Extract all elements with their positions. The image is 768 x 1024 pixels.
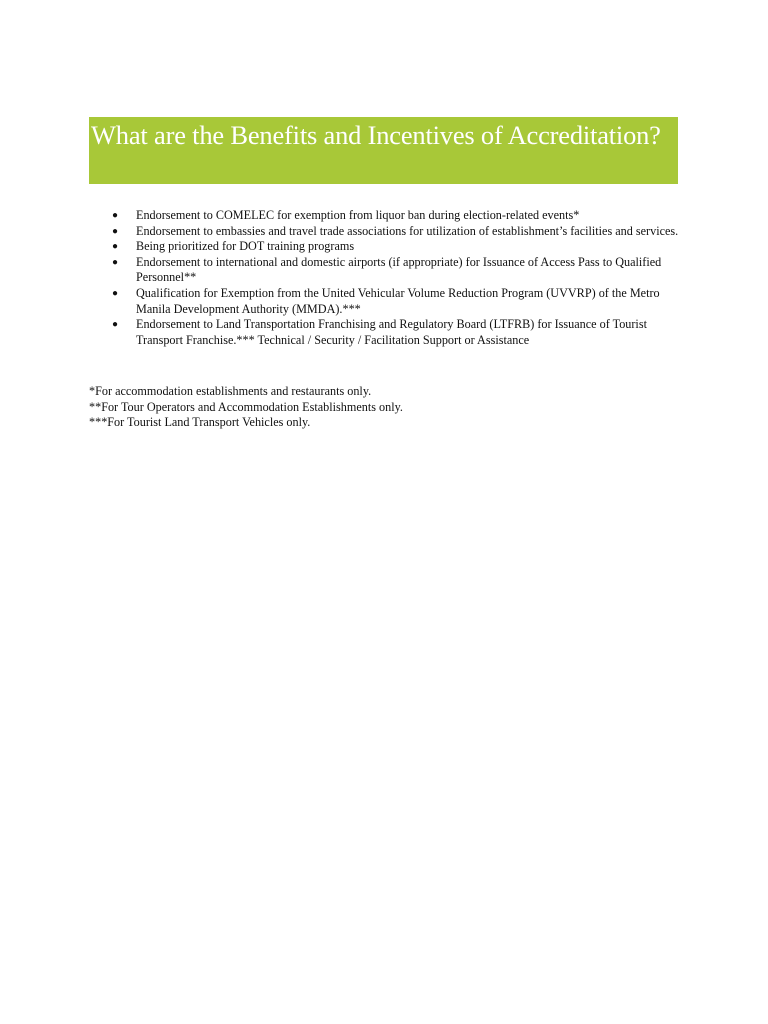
list-item — [110, 208, 680, 224]
list-item-text: Endorsement to embassies and travel trade associations for utilization of establishment’s facilities and services. — [136, 223, 679, 238]
footnotes — [89, 384, 679, 431]
list-item-text: Qualification for Exemption from the United Vehicular Volume Reduction Program (UVVRP) of the Metro Manila Development Authority (MMDA).*** — [136, 285, 660, 316]
benefits-list — [110, 208, 680, 348]
list-item-text: Endorsement to international and domestic airports (if appropriate) for Issuance of Access Pass to Qualified Personnel** — [136, 254, 662, 285]
footnote: ***For Tourist Land Transport Vehicles only. — [89, 415, 311, 430]
footnote: *For accommodation establishments and restaurants only. — [89, 384, 372, 398]
list-item — [110, 224, 680, 240]
list-item — [110, 317, 680, 348]
heading-banner — [89, 117, 678, 184]
bullet-dot-icon: ● — [112, 256, 119, 268]
list-item — [110, 255, 680, 286]
list-item-text: Endorsement to COMELEC for exemption from liquor ban during election-related events* — [136, 208, 580, 222]
bullet-dot-icon: ● — [112, 225, 119, 237]
list-item — [110, 286, 680, 317]
bullet-dot-icon: ● — [112, 210, 119, 221]
footnote: **For Tour Operators and Accommodation Establishments only. — [89, 399, 403, 414]
page-title: What are the Benefits and Incentives of Accreditation? — [91, 120, 661, 150]
bullet-dot-icon: ● — [112, 319, 119, 331]
list-item-text: Endorsement to Land Transportation Franchising and Regulatory Board (LTFRB) for Issuance of Tourist Transport Franchise.*** Technical / Security / Facilitation Support or Assistance — [136, 317, 647, 347]
list-item — [110, 239, 680, 255]
bullet-dot-icon: ● — [112, 287, 119, 299]
bullet-dot-icon: ● — [112, 241, 119, 253]
list-item-text: Being prioritized for DOT training programs — [136, 239, 355, 254]
